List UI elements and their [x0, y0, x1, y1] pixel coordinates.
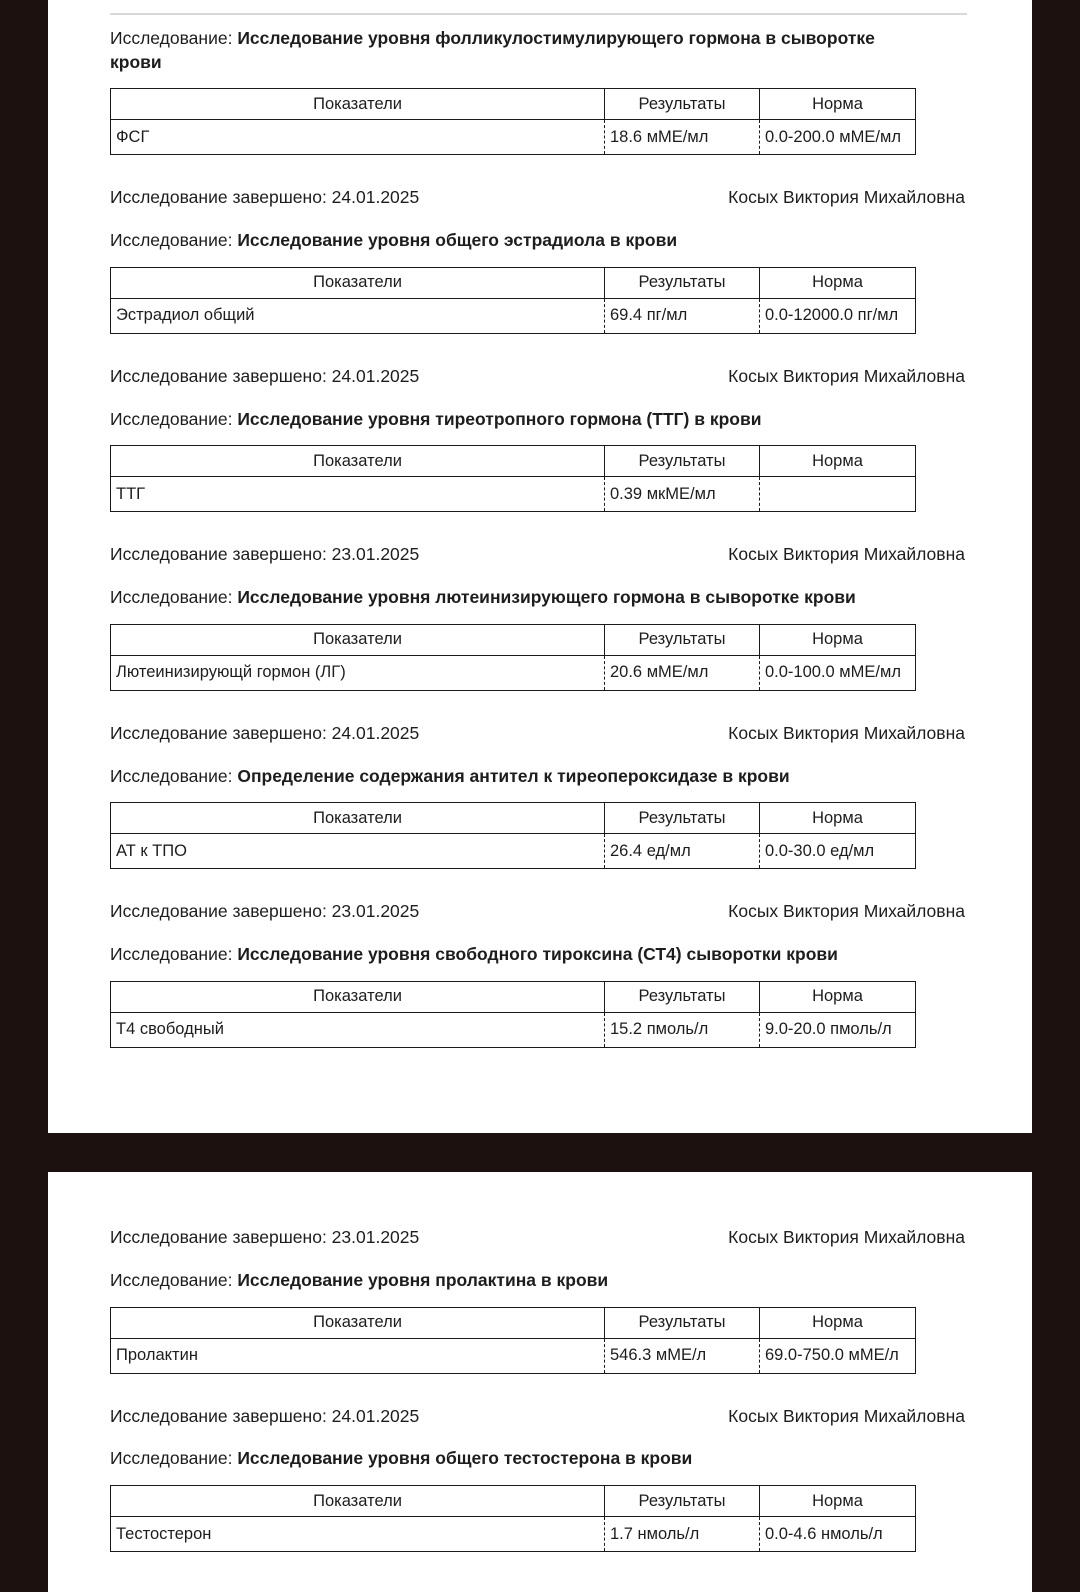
column-header-norm: Норма [760, 1307, 916, 1338]
study-block [110, 544, 970, 723]
column-header-indicator: Показатели [111, 981, 605, 1012]
cell-norm: 69.0-750.0 мМЕ/л [760, 1338, 916, 1373]
study-label: Исследование: [110, 1448, 233, 1469]
cell-indicator: Пролактин [111, 1338, 605, 1373]
cell-result: 1.7 нмоль/л [605, 1517, 760, 1552]
study-name: Исследование уровня пролактина в крови [237, 1269, 609, 1290]
column-header-norm: Норма [760, 1486, 916, 1517]
results-table-header-row [111, 267, 916, 298]
study-completed-row [110, 1227, 970, 1249]
block-spacer [110, 869, 970, 901]
column-header-result: Результаты [605, 267, 760, 298]
table-row [111, 1338, 916, 1373]
table-row [111, 1517, 916, 1552]
study-name: Исследование уровня лютеинизирующего гормона в сыворотке крови [237, 587, 856, 608]
cell-result: 69.4 пг/мл [605, 298, 760, 333]
study-doctor-name: Косых Виктория Михайловна [728, 722, 965, 743]
column-header-result: Результаты [605, 446, 760, 477]
results-table [110, 445, 916, 512]
results-table [110, 802, 916, 869]
cell-result: 26.4 ед/мл [605, 834, 760, 869]
table-row [111, 477, 916, 512]
cell-norm: 0.0-4.6 нмоль/л [760, 1517, 916, 1552]
column-header-norm: Норма [760, 267, 916, 298]
cell-result: 15.2 пмоль/л [605, 1012, 760, 1047]
study-doctor-name: Косых Виктория Михайловна [728, 1227, 965, 1247]
study-label: Исследование: [110, 765, 233, 786]
column-header-indicator: Показатели [111, 1486, 605, 1517]
study-title-row [110, 229, 930, 253]
table-row [111, 655, 916, 690]
study-title-row [110, 943, 930, 967]
study-title-row [110, 27, 930, 74]
column-header-result: Результаты [605, 1486, 760, 1517]
study-label: Исследование: [110, 408, 233, 429]
results-table [110, 981, 916, 1048]
column-header-indicator: Показатели [111, 89, 605, 120]
results-table-header-row [111, 624, 916, 655]
column-header-indicator: Показатели [111, 446, 605, 477]
study-name: Исследование уровня общего тестостерона в крови [237, 1448, 693, 1469]
study-title-row [110, 586, 930, 610]
page-1-content [48, 0, 1032, 1080]
study-name: Исследование уровня фолликулостимулирующего гормона в сыворотке крови [110, 28, 875, 72]
results-table-header-row [111, 89, 916, 120]
cell-norm: 9.0-20.0 пмоль/л [760, 1012, 916, 1047]
cell-indicator: Тестостерон [111, 1517, 605, 1552]
column-header-result: Результаты [605, 1307, 760, 1338]
column-header-indicator: Показатели [111, 803, 605, 834]
table-row [111, 298, 916, 333]
results-table [110, 267, 916, 334]
cell-result: 20.6 мМЕ/мл [605, 655, 760, 690]
study-label: Исследование: [110, 1269, 233, 1290]
study-doctor-name: Косых Виктория Михайловна [728, 1405, 965, 1426]
study-doctor-name: Косых Виктория Михайловна [728, 901, 965, 922]
cell-result: 546.3 мМЕ/л [605, 1338, 760, 1373]
column-header-result: Результаты [605, 981, 760, 1012]
block-spacer [110, 155, 970, 187]
study-name: Исследование уровня общего эстрадиола в крови [237, 230, 678, 251]
study-label: Исследование: [110, 28, 233, 48]
results-table [110, 88, 916, 155]
column-header-norm: Норма [760, 803, 916, 834]
block-spacer [110, 334, 970, 366]
results-table-header-row [111, 1486, 916, 1517]
study-completed-row [110, 187, 970, 209]
study-block [110, 1227, 970, 1406]
study-label: Исследование: [110, 230, 233, 251]
study-completed-row [110, 1406, 970, 1428]
column-header-result: Результаты [605, 89, 760, 120]
column-header-indicator: Показатели [111, 624, 605, 655]
cell-indicator: ТТГ [111, 477, 605, 512]
study-doctor-name: Косых Виктория Михайловна [728, 365, 965, 386]
block-spacer [110, 1374, 970, 1406]
study-title-row [110, 1269, 930, 1293]
column-header-norm: Норма [760, 446, 916, 477]
document-page-1 [48, 0, 1032, 1133]
column-header-norm: Норма [760, 624, 916, 655]
study-label: Исследование: [110, 587, 233, 608]
table-row [111, 120, 916, 155]
study-label: Исследование: [110, 944, 233, 965]
study-completed-row [110, 544, 970, 566]
cell-indicator: Эстрадиол общий [111, 298, 605, 333]
study-completed-date: Исследование завершено: 23.01.2025 [110, 901, 420, 922]
table-row [111, 1012, 916, 1047]
cell-result: 18.6 мМЕ/мл [605, 120, 760, 155]
results-table-header-row [111, 446, 916, 477]
column-header-result: Результаты [605, 624, 760, 655]
column-header-norm: Норма [760, 89, 916, 120]
column-header-norm: Норма [760, 981, 916, 1012]
study-name: Исследование уровня свободного тироксина (СТ4) сыворотки крови [237, 944, 838, 965]
document-page-2 [48, 1172, 1032, 1592]
study-name: Исследование уровня тиреотропного гормона (ТТГ) в крови [237, 408, 762, 429]
study-completed-row [110, 901, 970, 923]
results-table-header-row [111, 981, 916, 1012]
study-block [110, 27, 970, 187]
cell-norm: 0.0-100.0 мМЕ/мл [760, 655, 916, 690]
results-table [110, 1485, 916, 1552]
study-block [110, 901, 970, 1080]
cell-indicator: Лютеинизирующй гормон (ЛГ) [111, 655, 605, 690]
column-header-indicator: Показатели [111, 1307, 605, 1338]
study-completed-row [110, 723, 970, 745]
study-completed-date: Исследование завершено: 23.01.2025 [110, 544, 420, 565]
study-block [110, 723, 970, 902]
study-name: Определение содержания антител к тиреопероксидазе в крови [237, 765, 790, 786]
study-title-row [110, 765, 930, 789]
study-completed-row [110, 366, 970, 388]
results-table-header-row [111, 1307, 916, 1338]
study-title-row [110, 408, 930, 432]
study-completed-date: Исследование завершено: 24.01.2025 [110, 187, 420, 208]
cell-indicator: АТ к ТПО [111, 834, 605, 869]
cell-norm [760, 477, 916, 512]
results-table [110, 624, 916, 691]
column-header-result: Результаты [605, 803, 760, 834]
study-doctor-name: Косых Виктория Михайловна [728, 187, 965, 208]
study-title-row [110, 1447, 930, 1471]
block-spacer [110, 512, 970, 544]
block-spacer [110, 1048, 970, 1080]
cell-result: 0.39 мкМЕ/мл [605, 477, 760, 512]
column-header-indicator: Показатели [111, 267, 605, 298]
study-doctor-name: Косых Виктория Михайловна [728, 544, 965, 565]
cell-norm: 0.0-12000.0 пг/мл [760, 298, 916, 333]
table-row [111, 834, 916, 869]
study-completed-date: Исследование завершено: 24.01.2025 [110, 722, 420, 743]
cell-indicator: Т4 свободный [111, 1012, 605, 1047]
study-completed-date: Исследование завершено: 24.01.2025 [110, 1405, 420, 1426]
study-completed-date: Исследование завершено: 23.01.2025 [110, 1227, 420, 1247]
study-block [110, 1406, 970, 1585]
block-spacer [110, 691, 970, 723]
page-2-content [48, 1172, 1032, 1584]
results-table [110, 1307, 916, 1374]
study-block [110, 366, 970, 545]
block-spacer [110, 1552, 970, 1584]
study-block [110, 187, 970, 366]
study-completed-date: Исследование завершено: 24.01.2025 [110, 365, 420, 386]
results-table-header-row [111, 803, 916, 834]
cell-norm: 0.0-30.0 ед/мл [760, 834, 916, 869]
cell-norm: 0.0-200.0 мМЕ/мл [760, 120, 916, 155]
cell-indicator: ФСГ [111, 120, 605, 155]
